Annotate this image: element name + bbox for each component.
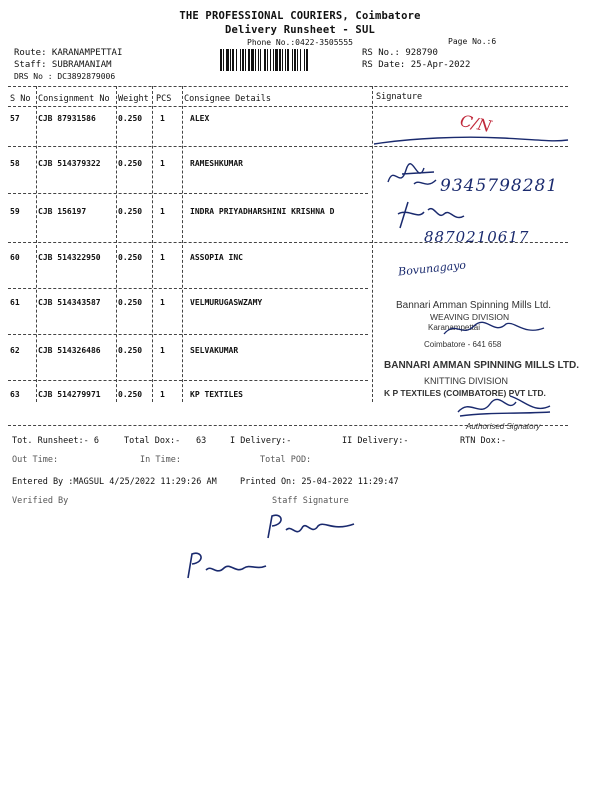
total-dox-label: Total Dox:- xyxy=(124,436,181,446)
verified-by: Verified By xyxy=(12,496,69,506)
row-consignee: ASSOPIA INC xyxy=(190,253,243,262)
stamp-city: Coimbatore - 641 658 xyxy=(424,340,502,349)
stamp-location: Karanampettai xyxy=(428,323,481,332)
column-header-signature: Signature xyxy=(376,92,423,102)
column-header-consignee: Consignee Details xyxy=(184,94,271,104)
row-sno: 58 xyxy=(10,159,20,168)
rs-date: RS Date: 25-Apr-2022 xyxy=(362,60,471,70)
row-consignee: SELVAKUMAR xyxy=(190,346,239,355)
handwritten-phone-58: 9345798281 xyxy=(440,176,559,196)
row-pcs: 1 xyxy=(160,390,165,399)
stamp-division: WEAVING DIVISION xyxy=(430,312,510,322)
row-sno: 61 xyxy=(10,298,20,307)
rs-number: RS No.: 928790 xyxy=(362,48,438,58)
row-weight: 0.250 xyxy=(118,114,143,123)
row-pcs: 1 xyxy=(160,253,165,262)
stamp-division: KNITTING DIVISION xyxy=(424,376,509,386)
printed-on: Printed On: 25-04-2022 11:29:47 xyxy=(240,477,399,487)
verifier-signature-scribble xyxy=(182,548,272,582)
signature-scribble xyxy=(440,318,550,340)
stamp-company-name: Bannari Amman Spinning Mills Ltd. xyxy=(396,300,552,311)
out-time: Out Time: xyxy=(12,455,59,463)
document-title: Delivery Runsheet - SUL xyxy=(225,24,375,36)
row-weight: 0.250 xyxy=(118,253,143,262)
row-divider xyxy=(8,380,368,381)
phone-number: Phone No.:0422-3505555 xyxy=(247,38,353,47)
row-pcs: 1 xyxy=(160,159,165,168)
barcode-image xyxy=(218,48,360,72)
staff-signature-label: Staff Signature xyxy=(272,496,349,506)
column-header-pcs: PCS xyxy=(156,94,172,104)
row-sno: 57 xyxy=(10,114,20,123)
row-sno: 59 xyxy=(10,207,20,216)
row-consignment-no: CJB 87931586 xyxy=(38,114,96,123)
row-pcs: 1 xyxy=(160,346,165,355)
total-runsheet: Tot. Runsheet:- 6 xyxy=(12,436,99,446)
row-consignment-no: CJB 156197 xyxy=(38,207,87,216)
row-consignment-no: CJB 514326486 xyxy=(38,346,101,355)
stamp-authorised-signatory: Authorised Signatory xyxy=(466,422,541,431)
total-pod: Total POD: xyxy=(260,455,312,463)
row-divider xyxy=(8,334,368,335)
signature-scribble xyxy=(384,160,440,196)
handwritten-note-60: Bovunagayo xyxy=(397,258,467,279)
row-sno: 62 xyxy=(10,346,20,355)
company-title: THE PROFESSIONAL COURIERS, Coimbatore xyxy=(179,10,421,22)
column-divider xyxy=(182,86,183,402)
stamp-company-name: BANNARI AMMAN SPINNING MILLS LTD. xyxy=(384,360,579,371)
page-number: Page No.:6 xyxy=(448,37,497,46)
row-weight: 0.250 xyxy=(118,207,143,216)
rtn-dox: RTN Dox:- xyxy=(460,436,507,446)
table-top-border xyxy=(8,86,568,87)
staff-signature-scribble xyxy=(262,510,362,546)
handwritten-cn-note: C/N xyxy=(458,110,494,137)
ii-delivery: II Delivery:- xyxy=(342,436,409,446)
table-header-border xyxy=(8,106,568,107)
column-header-consignment: Consignment No xyxy=(38,94,110,104)
row-divider xyxy=(8,193,368,194)
row-sno: 63 xyxy=(10,390,20,399)
row-weight: 0.250 xyxy=(118,298,143,307)
drs-number: DRS No : DC3892879006 xyxy=(14,72,116,79)
row-consignment-no: CJB 514279971 xyxy=(38,390,101,399)
column-header-sno: S No xyxy=(10,94,31,104)
row-divider xyxy=(8,288,368,289)
row-consignee: ALEX xyxy=(190,114,210,123)
row-pcs: 1 xyxy=(160,298,165,307)
handwritten-line xyxy=(372,132,572,152)
row-sno: 60 xyxy=(10,253,20,262)
row-pcs: 1 xyxy=(160,114,165,123)
row-consignee: RAMESHKUMAR xyxy=(190,159,243,168)
row-consignee: KP TEXTILES xyxy=(190,390,243,399)
column-divider xyxy=(36,86,37,402)
total-dox-value: 63 xyxy=(196,436,207,446)
row-consignment-no: CJB 514322950 xyxy=(38,253,101,262)
row-consignee: INDRA PRIYADHARSHINI KRISHNA D xyxy=(190,207,335,216)
staff-label: Staff: SUBRAMANIAM xyxy=(14,60,112,70)
i-delivery: I Delivery:- xyxy=(230,436,292,446)
in-time: In Time: xyxy=(140,455,181,463)
entered-by: Entered By :MAGSUL 4/25/2022 11:29:26 AM xyxy=(12,477,217,487)
row-consignment-no: CJB 514343587 xyxy=(38,298,101,307)
row-pcs: 1 xyxy=(160,207,165,216)
route-label: Route: KARANAMPETTAI xyxy=(14,48,123,58)
column-header-weight: Weight xyxy=(118,94,149,104)
stamp-kp-textiles: K P TEXTILES (COIMBATORE) PVT LTD. xyxy=(384,388,546,398)
row-weight: 0.250 xyxy=(118,390,143,399)
row-weight: 0.250 xyxy=(118,346,143,355)
signature-scribble xyxy=(450,392,560,422)
row-weight: 0.250 xyxy=(118,159,143,168)
row-consignment-no: CJB 514379322 xyxy=(38,159,101,168)
column-divider xyxy=(116,86,117,402)
column-divider xyxy=(152,86,153,402)
row-consignee: VELMURUGASWZAMY xyxy=(190,298,263,307)
handwritten-phone-59: 8870210617 xyxy=(424,228,530,246)
